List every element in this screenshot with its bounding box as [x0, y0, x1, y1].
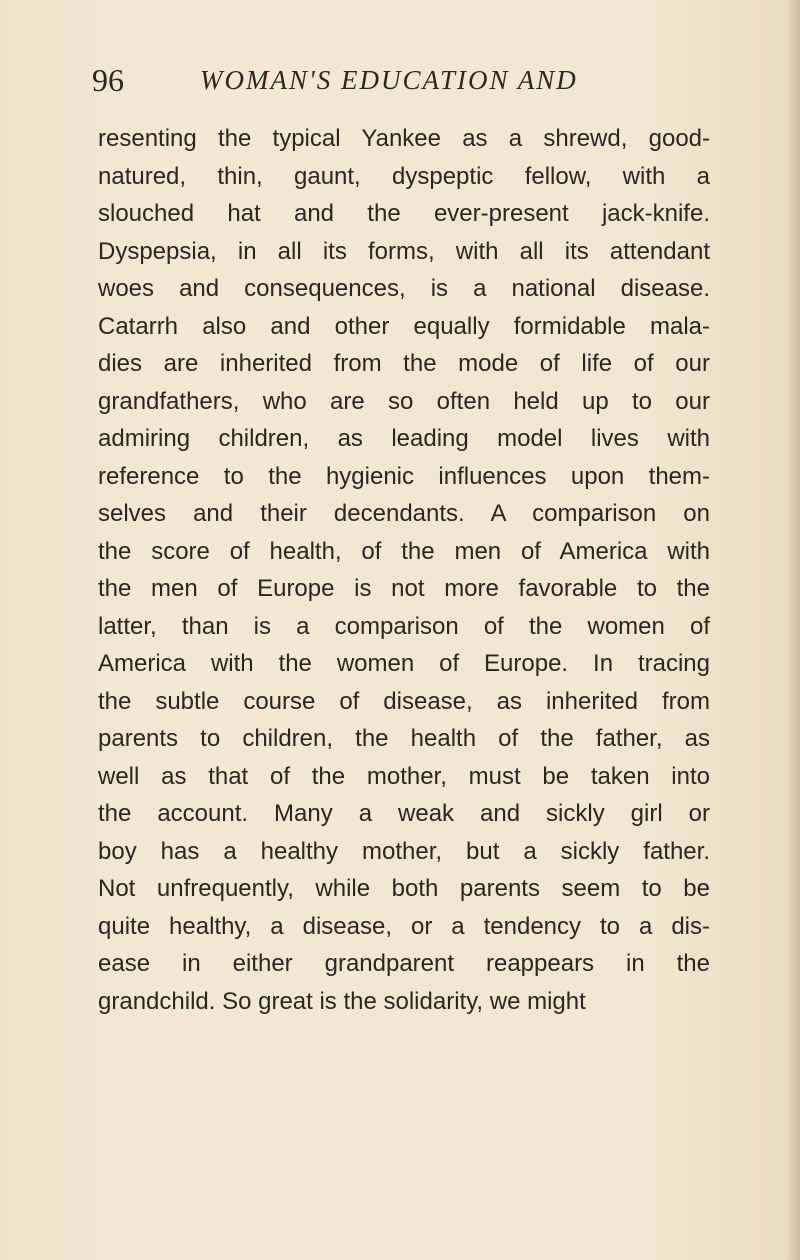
- text-line: woes and consequences, is a national disease.: [98, 275, 710, 302]
- text-line: Not unfrequently, while both parents seem to be: [98, 875, 710, 902]
- text-line: latter, than is a comparison of the women of: [98, 612, 710, 640]
- page-edge-shadow: [786, 0, 800, 1260]
- running-head-title: WOMAN'S EDUCATION AND: [200, 65, 578, 95]
- text-line: resenting the typical Yankee as a shrewd, good-: [98, 125, 710, 152]
- text-line: the score of health, of the men of America with: [98, 537, 710, 565]
- text-line: grandchild. So great is the solidarity, we might: [98, 987, 586, 1015]
- text-line: boy has a healthy mother, but a sickly father.: [98, 837, 710, 865]
- page-number: 96: [92, 62, 124, 98]
- text-line: selves and their decendants. A comparison on: [98, 500, 710, 527]
- text-line: America with the women of Europe. In tracing: [98, 650, 710, 677]
- text-line: the men of Europe is not more favorable to the: [98, 575, 710, 602]
- text-line: natured, thin, gaunt, dyspeptic fellow, with a: [98, 162, 710, 190]
- text-line: reference to the hygienic influences upon them-: [98, 462, 710, 490]
- text-line: the subtle course of disease, as inherited from: [98, 687, 710, 715]
- text-line: parents to children, the health of the father, as: [98, 725, 710, 752]
- text-line: dies are inherited from the mode of life of our: [98, 350, 710, 377]
- text-line: Dyspepsia, in all its forms, with all its attendant: [98, 237, 710, 265]
- text-line: slouched hat and the ever-present jack-knife.: [98, 200, 710, 227]
- text-line: ease in either grandparent reappears in the: [98, 950, 710, 977]
- body-text: [98, 120, 710, 1020]
- text-line: the account. Many a weak and sickly girl or: [98, 800, 710, 827]
- text-line: well as that of the mother, must be taken into: [98, 762, 710, 790]
- text-line: quite healthy, a disease, or a tendency to a dis-: [98, 912, 710, 940]
- text-line: Catarrh also and other equally formidable mala-: [98, 312, 710, 340]
- running-head: [92, 62, 712, 102]
- text-line: admiring children, as leading model lives with: [98, 425, 710, 452]
- text-line: grandfathers, who are so often held up to our: [98, 387, 710, 415]
